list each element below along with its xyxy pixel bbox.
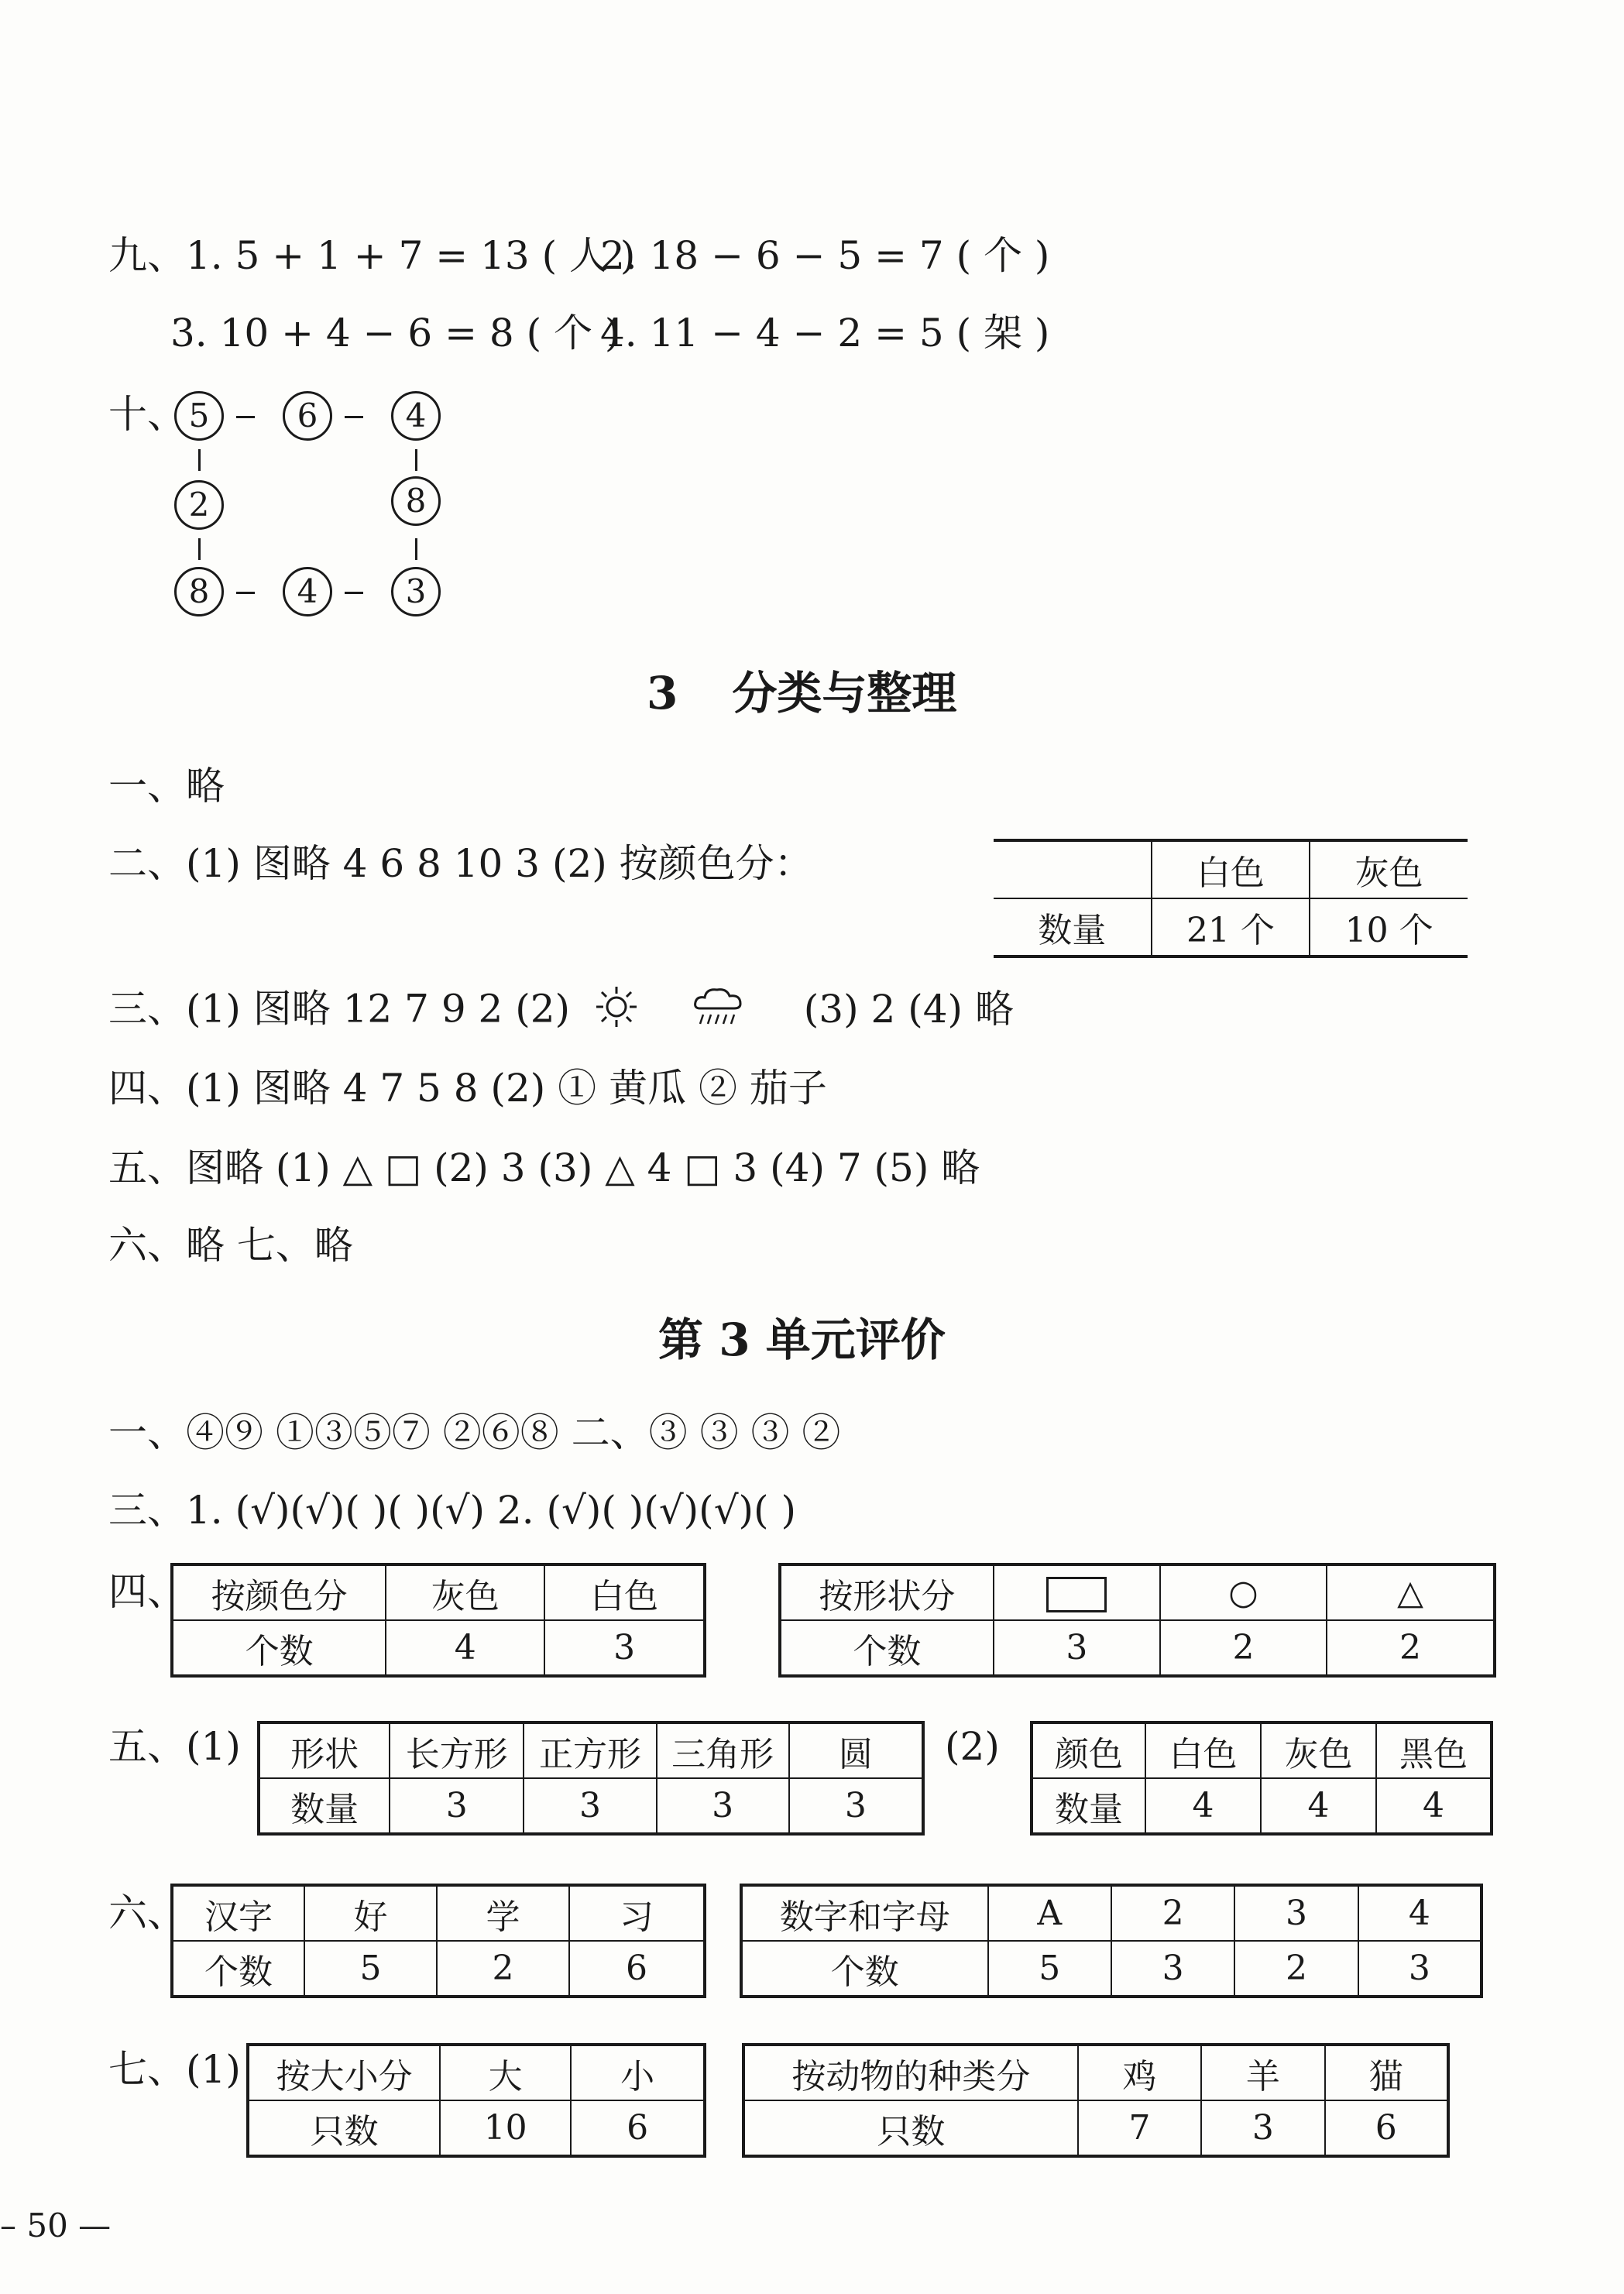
- table-cell: 3: [1234, 1885, 1358, 1941]
- circle-top-3: 4: [391, 391, 441, 441]
- table-cell: 3: [1111, 1941, 1234, 1997]
- table-cell: 按大小分: [248, 2045, 440, 2100]
- ch-q3-text: 三、(1) 图略 12 7 9 2 (2): [108, 986, 571, 1032]
- page-number: – 50 —: [0, 2206, 112, 2244]
- connector: [345, 592, 363, 594]
- table-cell: 3: [657, 1778, 789, 1834]
- table-cell: 个数: [172, 1941, 304, 1997]
- table-cell: 羊: [1201, 2045, 1324, 2100]
- table-cell: 3: [1358, 1941, 1482, 1997]
- q9-line1: [108, 232, 635, 279]
- rain-cloud-icon: [689, 984, 748, 1040]
- table-cell: 按颜色分: [172, 1564, 386, 1620]
- table-cell: 2: [1111, 1885, 1234, 1941]
- circle-bottom-1: 8: [174, 567, 224, 616]
- q6-char-table: [170, 1884, 706, 1998]
- triangle-shape-cell: [1327, 1564, 1495, 1620]
- table-cell: 10: [440, 2100, 571, 2156]
- table-cell: 只数: [248, 2100, 440, 2156]
- circle-icon: ○: [1228, 1573, 1258, 1612]
- table-cell: 颜色: [1032, 1722, 1145, 1778]
- table-cell: 按动物的种类分: [743, 2045, 1078, 2100]
- table-cell: 2: [1160, 1620, 1327, 1676]
- table-cell: 好: [304, 1885, 437, 1941]
- table-cell: 灰色: [1261, 1722, 1376, 1778]
- table-cell: 白色: [1152, 840, 1310, 898]
- table-cell: 数量: [1032, 1778, 1145, 1834]
- unit-q5-label-2: (2): [945, 1724, 1000, 1769]
- table-cell: 只数: [743, 2100, 1078, 2156]
- table-cell: 4: [1145, 1778, 1261, 1834]
- table-cell: 习: [569, 1885, 705, 1941]
- table-cell: 数字和字母: [741, 1885, 988, 1941]
- table-cell: 4: [1358, 1885, 1482, 1941]
- connector: [415, 449, 417, 471]
- table-cell: 长方形: [390, 1722, 524, 1778]
- circle-right-mid: 8: [391, 476, 441, 526]
- triangle-icon: △: [1397, 1573, 1423, 1612]
- q9-eq3: 3. 10 + 4 − 6 = 8 ( 个 ): [170, 311, 620, 355]
- connector: [236, 592, 255, 594]
- unit-q3: 三、1. (√)(√)( )( )(√) 2. (√)( )(√)(√)( ): [108, 1488, 796, 1533]
- ch-q3-tail: (3) 2 (4) 略: [803, 986, 1014, 1032]
- table-cell: 灰色: [386, 1564, 544, 1620]
- connector: [198, 538, 201, 560]
- unit-q7-label: 七、(1): [108, 2047, 241, 2092]
- table-cell: 数量: [994, 898, 1152, 956]
- table-cell: 4: [386, 1620, 544, 1676]
- connector: [415, 538, 417, 560]
- circle-top-2: 6: [283, 391, 332, 441]
- circle-left-mid: 2: [174, 480, 224, 530]
- table-cell: 3: [789, 1778, 923, 1834]
- table-cell: 小: [571, 2045, 705, 2100]
- table-cell: 6: [569, 1941, 705, 1997]
- ch-q6: 六、略 七、略: [108, 1223, 353, 1268]
- table-cell: 圆: [789, 1722, 923, 1778]
- q7-size-table: [246, 2043, 706, 2158]
- q6-alnum-table: [740, 1884, 1483, 1998]
- table-cell: 4: [1261, 1778, 1376, 1834]
- table-cell: 2: [1327, 1620, 1495, 1676]
- ch-q2: 二、(1) 图略 4 6 8 10 3 (2) 按颜色分：: [108, 841, 813, 886]
- connector: [345, 416, 363, 418]
- ch-q4: 四、(1) 图略 4 7 5 8 (2) ① 黄瓜 ② 茄子: [108, 1066, 827, 1111]
- table-cell: 数量: [259, 1778, 390, 1834]
- sun-icon: [592, 985, 641, 1039]
- q7-animal-table: [742, 2043, 1450, 2158]
- table-cell: 6: [571, 2100, 705, 2156]
- unit-q5-label: 五、(1): [108, 1724, 241, 1769]
- table-cell: 正方形: [524, 1722, 656, 1778]
- table-cell: 形状: [259, 1722, 390, 1778]
- table-cell: 个数: [172, 1620, 386, 1676]
- circle-top-1: 5: [174, 391, 224, 441]
- color-count-table: [994, 839, 1468, 958]
- table-cell: 白色: [1145, 1722, 1261, 1778]
- connector: [198, 449, 201, 471]
- table-cell: 5: [304, 1941, 437, 1997]
- table-cell: 灰色: [1310, 840, 1468, 898]
- table-cell: 个数: [741, 1941, 988, 1997]
- table-cell: 三角形: [657, 1722, 789, 1778]
- table-cell: 按形状分: [780, 1564, 994, 1620]
- q4-shape-table: [778, 1563, 1496, 1678]
- q9-eq2: 2. 18 − 6 − 5 = 7 ( 个 ): [600, 233, 1050, 278]
- q10-label: 十、: [108, 392, 186, 437]
- table-cell: 21 个: [1152, 898, 1310, 956]
- unit-q6-label: 六、: [108, 1890, 186, 1935]
- q5-shape-table: [257, 1721, 925, 1836]
- table-cell: 学: [437, 1885, 569, 1941]
- circle-shape-cell: [1160, 1564, 1327, 1620]
- square-icon: [1046, 1577, 1107, 1612]
- table-cell: 5: [988, 1941, 1111, 1997]
- table-cell: 4: [1376, 1778, 1492, 1834]
- table-cell: 个数: [780, 1620, 994, 1676]
- ch-q3: [108, 984, 1014, 1040]
- chapter-number: 3: [647, 667, 678, 719]
- table-cell: 白色: [544, 1564, 705, 1620]
- q9-eq4: 4. 11 − 4 − 2 = 5 ( 架 ): [600, 311, 1050, 355]
- table-cell: 7: [1078, 2100, 1201, 2156]
- unit-q4-label: 四、: [108, 1569, 186, 1614]
- q5-color-table: [1030, 1721, 1493, 1836]
- table-cell: [994, 840, 1152, 898]
- table-cell: A: [988, 1885, 1111, 1941]
- table-cell: 10 个: [1344, 911, 1433, 950]
- table-cell: 黑色: [1376, 1722, 1492, 1778]
- circle-bottom-2: 4: [283, 567, 332, 616]
- unit-title: 第 3 单元评价: [658, 1314, 946, 1366]
- q9-eq1: 1. 5 + 1 + 7 = 13 ( 人 ): [186, 233, 636, 278]
- table-cell: 2: [437, 1941, 569, 1997]
- q9-label: 九、: [108, 233, 186, 278]
- circle-bottom-3: 3: [391, 567, 441, 616]
- table-cell: 大: [440, 2045, 571, 2100]
- table-cell: 猫: [1325, 2045, 1448, 2100]
- table-cell: 3: [390, 1778, 524, 1834]
- table-cell: 汉字: [172, 1885, 304, 1941]
- table-cell: 鸡: [1078, 2045, 1201, 2100]
- chapter-heading: [647, 666, 956, 720]
- ch-q1: 一、略: [108, 764, 225, 809]
- table-cell: 3: [1201, 2100, 1324, 2156]
- chapter-title: 分类与整理: [732, 667, 957, 719]
- table-cell: 2: [1234, 1941, 1358, 1997]
- connector: [236, 416, 255, 418]
- q4-color-table: [170, 1563, 706, 1678]
- table-cell: 3: [544, 1620, 705, 1676]
- table-cell: 3: [994, 1620, 1160, 1676]
- ch-q5: 五、图略 (1) △ □ (2) 3 (3) △ 4 □ 3 (4) 7 (5) 略: [108, 1145, 980, 1190]
- table-cell: 3: [524, 1778, 656, 1834]
- table-cell: 6: [1325, 2100, 1448, 2156]
- unit-q1: 一、④⑨ ①③⑤⑦ ②⑥⑧ 二、③ ③ ③ ②: [108, 1410, 841, 1455]
- square-shape-cell: [994, 1564, 1160, 1620]
